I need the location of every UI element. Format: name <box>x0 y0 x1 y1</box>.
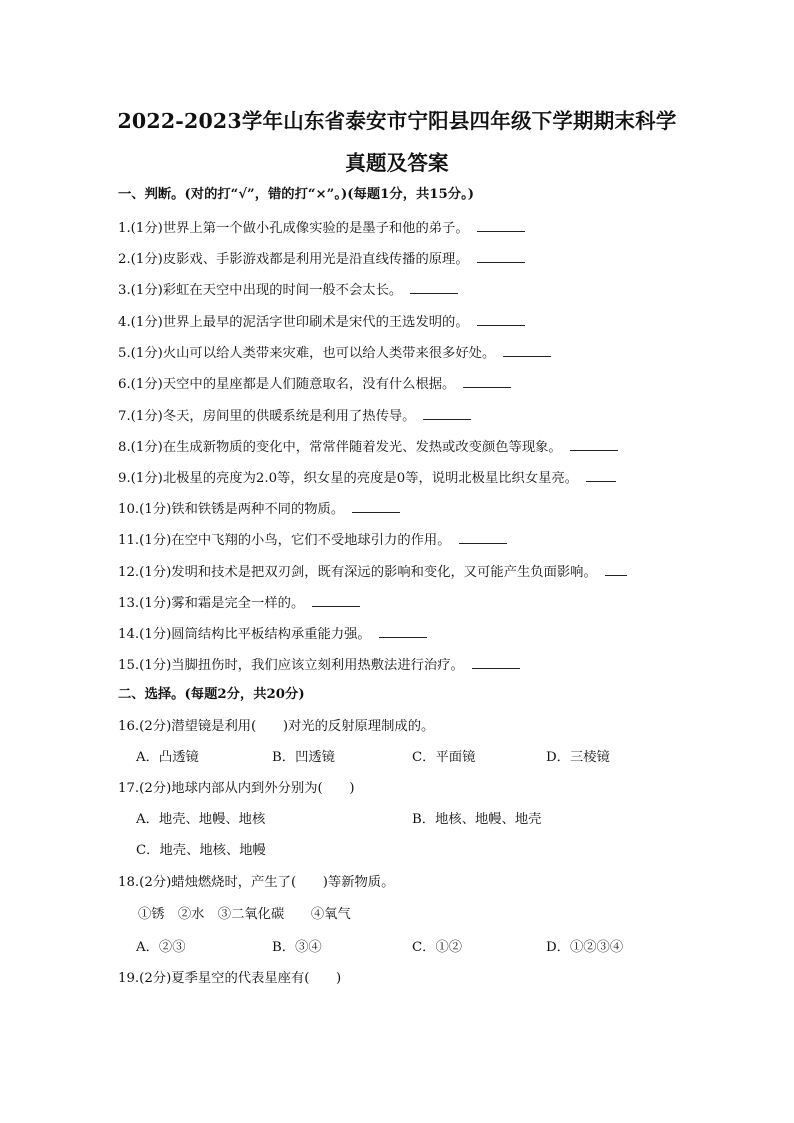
choice-option[interactable]: B．地核、地幔、地壳 <box>412 812 542 827</box>
judgment-item <box>118 280 458 300</box>
judgment-item <box>118 343 551 363</box>
judgment-item <box>118 437 618 457</box>
choice-question-stem: 19.(2分)夏季星空的代表星座有( ) <box>118 971 342 986</box>
answer-blank[interactable] <box>503 343 551 357</box>
question-text: 5.(1分)火山可以给人类带来灾难，也可以给人类带来很多好处。 <box>118 346 496 361</box>
answer-blank[interactable] <box>423 406 471 420</box>
answer-blank[interactable] <box>459 530 507 544</box>
answer-blank[interactable] <box>463 374 511 388</box>
question-text: 9.(1分)北极星的亮度为2.0等，织女星的亮度是0等，说明北极星比织女星亮。 <box>118 471 579 486</box>
judgment-item <box>118 655 520 675</box>
choice-option[interactable]: D．①②③④ <box>546 940 624 955</box>
choice-option[interactable]: A．地壳、地幔、地核 <box>136 812 266 827</box>
answer-blank[interactable] <box>312 593 360 607</box>
judgment-item <box>118 312 525 332</box>
answer-blank[interactable] <box>410 280 458 294</box>
document-title-line2: 真题及答案 <box>345 151 449 175</box>
judgment-item <box>118 218 525 238</box>
question-text: 2.(1分)皮影戏、手影游戏都是利用光是沿直线传播的原理。 <box>118 252 469 267</box>
judgment-item <box>118 249 525 269</box>
choice-option[interactable]: A．凸透镜 <box>136 750 199 765</box>
judgment-item <box>118 374 511 394</box>
question-text: 6.(1分)天空中的星座都是人们随意取名，没有什么根据。 <box>118 377 456 392</box>
answer-blank[interactable] <box>605 562 627 576</box>
answer-blank[interactable] <box>586 468 616 482</box>
document-title-line1: 2022-2023学年山东省泰安市宁阳县四年级下学期期末科学 <box>117 109 677 133</box>
question-text: 4.(1分)世界上最早的泥活字世印刷术是宋代的王选发明的。 <box>118 315 469 330</box>
choice-option[interactable]: C．平面镜 <box>412 750 476 765</box>
question-text: 13.(1分)雾和霜是完全一样的。 <box>118 596 305 611</box>
answer-blank[interactable] <box>570 437 618 451</box>
question-text: 11.(1分)在空中飞翔的小鸟，它们不受地球引力的作用。 <box>118 533 451 548</box>
choice-substance-list: ①锈 ②水 ③二氧化碳 ④氧气 <box>138 907 351 922</box>
answer-blank[interactable] <box>477 218 525 232</box>
choice-option[interactable]: B．③④ <box>272 940 322 955</box>
judgment-item <box>118 468 616 488</box>
choice-question-stem: 18.(2分)蜡烛燃烧时，产生了( )等新物质。 <box>118 875 395 890</box>
question-text: 7.(1分)冬天，房间里的供暖系统是利用了热传导。 <box>118 409 416 424</box>
answer-blank[interactable] <box>477 249 525 263</box>
judgment-item <box>118 562 627 582</box>
choice-option[interactable]: C．地壳、地核、地幔 <box>136 843 266 858</box>
question-text: 15.(1分)当脚扭伤时，我们应该立刻利用热敷法进行治疗。 <box>118 658 464 673</box>
choice-option[interactable]: C．①② <box>412 940 463 955</box>
answer-blank[interactable] <box>352 499 400 513</box>
choice-option[interactable]: B．凹透镜 <box>272 750 335 765</box>
judgment-item <box>118 406 471 426</box>
question-text: 12.(1分)发明和技术是把双刃剑，既有深远的影响和变化，又可能产生负面影响。 <box>118 565 597 580</box>
question-text: 3.(1分)彩虹在天空中出现的时间一般不会太长。 <box>118 283 403 298</box>
question-text: 14.(1分)圆筒结构比平板结构承重能力强。 <box>118 627 371 642</box>
answer-blank[interactable] <box>379 624 427 638</box>
judgment-item <box>118 593 360 613</box>
judgment-item <box>118 624 427 644</box>
answer-blank[interactable] <box>477 312 525 326</box>
question-text: 8.(1分)在生成新物质的变化中，常常伴随着发光、发热或改变颜色等现象。 <box>118 440 562 455</box>
judgment-item <box>118 499 400 519</box>
choice-question-stem: 16.(2分)潜望镜是利用( )对光的反射原理制成的。 <box>118 719 435 734</box>
choice-option[interactable]: A．②③ <box>136 940 186 955</box>
section-choice-heading: 二、选择。(每题2分，共20分) <box>118 687 305 702</box>
question-text: 1.(1分)世界上第一个做小孔成像实验的是墨子和他的弟子。 <box>118 221 469 236</box>
judgment-item <box>118 530 507 550</box>
section-judgment-heading: 一、判断。(对的打“√”，错的打“×”。)(每题1分，共15分。) <box>118 187 475 202</box>
question-text: 10.(1分)铁和铁锈是两种不同的物质。 <box>118 502 345 517</box>
choice-option[interactable]: D．三棱镜 <box>546 750 610 765</box>
answer-blank[interactable] <box>472 655 520 669</box>
choice-question-stem: 17.(2分)地球内部从内到外分别为( ) <box>118 781 355 796</box>
